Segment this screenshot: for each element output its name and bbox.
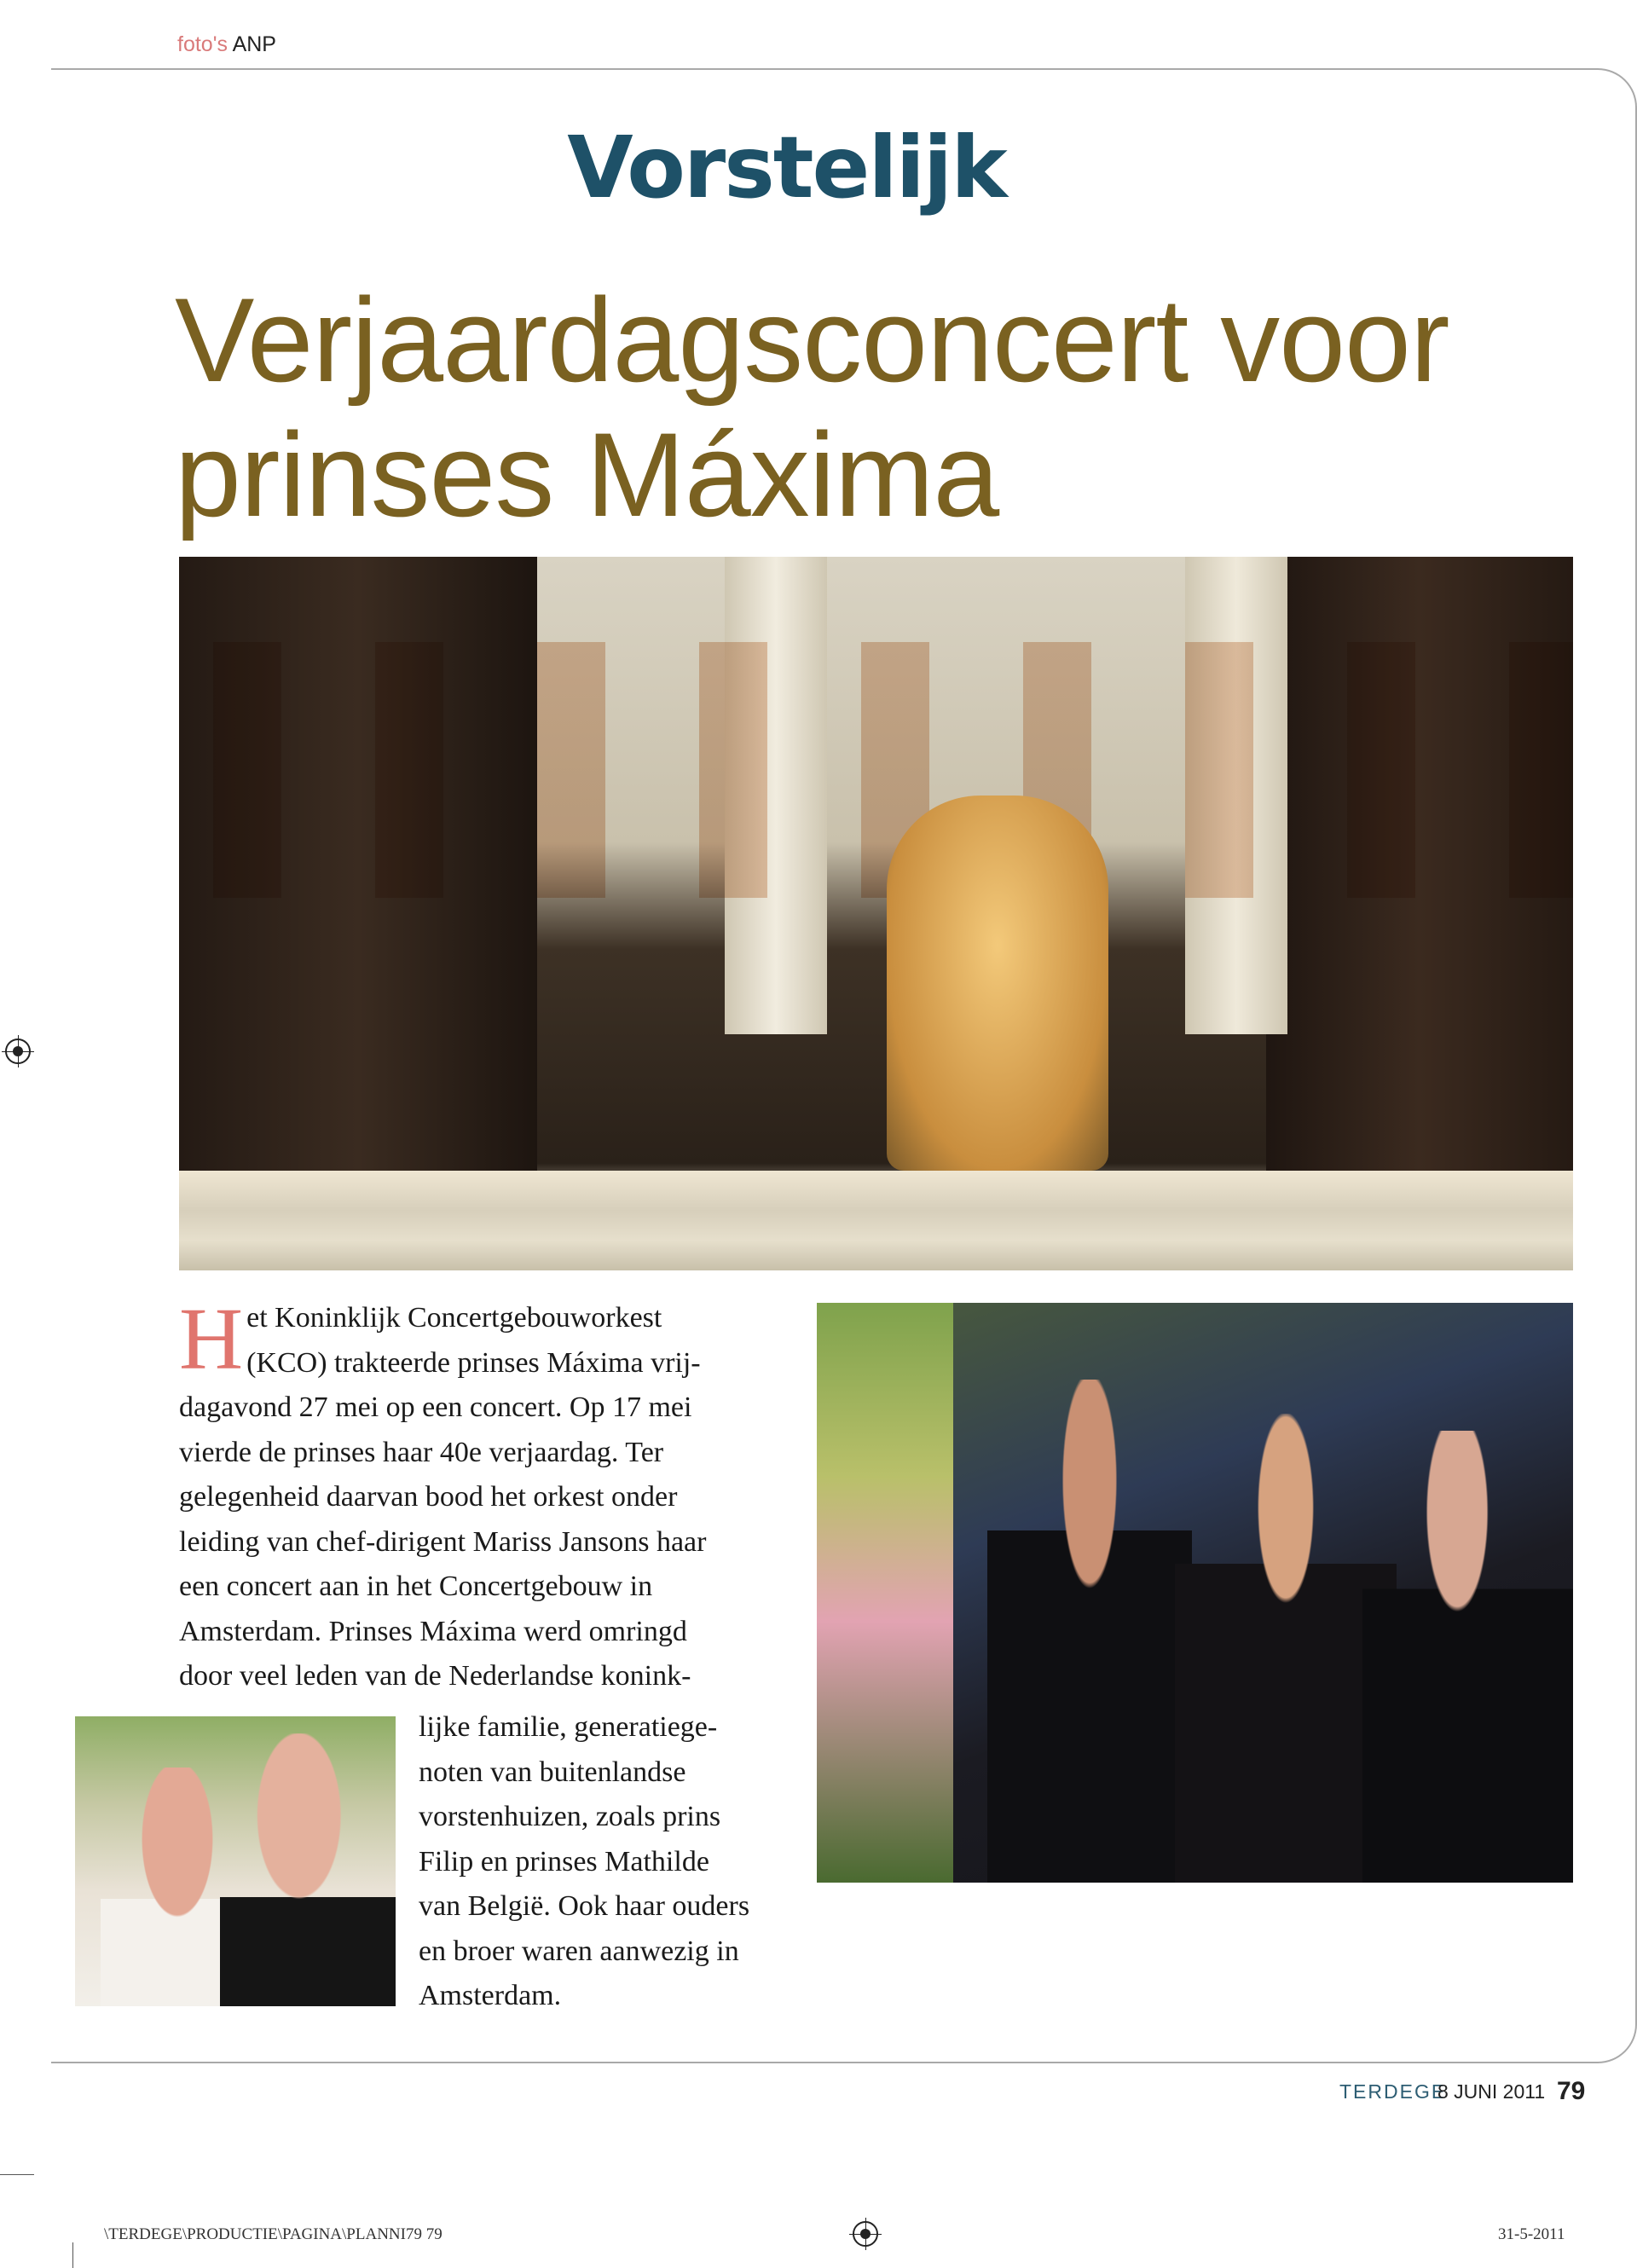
registration-mark-icon xyxy=(5,1039,31,1064)
headline-line-1: Verjaardagsconcert voor xyxy=(175,273,1449,407)
crop-mark xyxy=(72,2242,73,2268)
print-slug-path: \TERDEGE\PRODUCTIE\PAGINA\PLANNI79 79 xyxy=(104,2225,443,2243)
registration-mark-icon xyxy=(853,2221,878,2247)
article-line: gelegenheid daarvan bood het orkest onder xyxy=(179,1481,678,1513)
article-line: Filip en prinses Mathilde xyxy=(419,1845,709,1877)
article-line: Amsterdam. xyxy=(419,1980,562,2011)
article-line: dagavond 27 mei op een concert. Op 17 mei xyxy=(179,1391,692,1423)
right-photo-parents-arrival xyxy=(817,1303,1573,1883)
photo-crowd xyxy=(179,642,1573,898)
article-line: een concert aan in het Concertgebouw in xyxy=(179,1571,653,1602)
headline-line-2: prinses Máxima xyxy=(175,408,999,541)
photo-balcony-rail xyxy=(179,1171,1573,1270)
photo-father xyxy=(1362,1431,1573,1883)
article-line: Amsterdam. Prinses Máxima werd omringd xyxy=(179,1615,687,1647)
article-line: (KCO) trakteerde prinses Máxima vrij- xyxy=(246,1346,701,1379)
article-line: door veel leden van de Nederlandse konink- xyxy=(179,1660,691,1692)
article-line: vierde de prinses haar 40e verjaardag. Ter xyxy=(179,1436,664,1468)
article-line: en broer waren aanwezig in xyxy=(419,1935,739,1967)
photo-man xyxy=(220,1733,396,2006)
page-footer xyxy=(0,2077,1586,2115)
credit-agency: ANP xyxy=(232,32,276,56)
photo-flowers xyxy=(817,1303,953,1883)
photo-gold-dress xyxy=(887,796,1108,1171)
drop-cap: H xyxy=(179,1290,244,1388)
main-photo-royal-balcony xyxy=(179,557,1573,1270)
article-line: noten van buitenlandse xyxy=(419,1756,686,1788)
footer-magazine: TERDEGE xyxy=(1339,2080,1447,2103)
article-line: leiding van chef-dirigent Mariss Jansons haar xyxy=(179,1525,707,1558)
print-slug-date: 31-5-2011 xyxy=(1498,2225,1565,2243)
small-photo-filip-mathilde xyxy=(75,1716,396,2006)
article-line: lijke familie, generatiege- xyxy=(419,1711,718,1743)
footer-date: 8 JUNI 2011 xyxy=(1437,2080,1546,2103)
photo-credit xyxy=(177,32,276,57)
article-line: van België. Ook haar ouders xyxy=(419,1890,750,1922)
article-line: et Koninklijk Concertgebouworkest xyxy=(246,1302,662,1334)
article-column-2 xyxy=(419,1705,794,2019)
crop-mark xyxy=(0,2174,34,2175)
section-title: Vorstelijk xyxy=(567,118,1006,217)
article-line: vorstenhuizen, zoals prins xyxy=(419,1801,721,1832)
photo-brother xyxy=(987,1380,1192,1883)
credit-prefix: foto's xyxy=(177,32,228,56)
headline xyxy=(175,273,1556,542)
article-column-1 xyxy=(179,1290,793,1699)
footer-page-number: 79 xyxy=(1557,2077,1586,2105)
